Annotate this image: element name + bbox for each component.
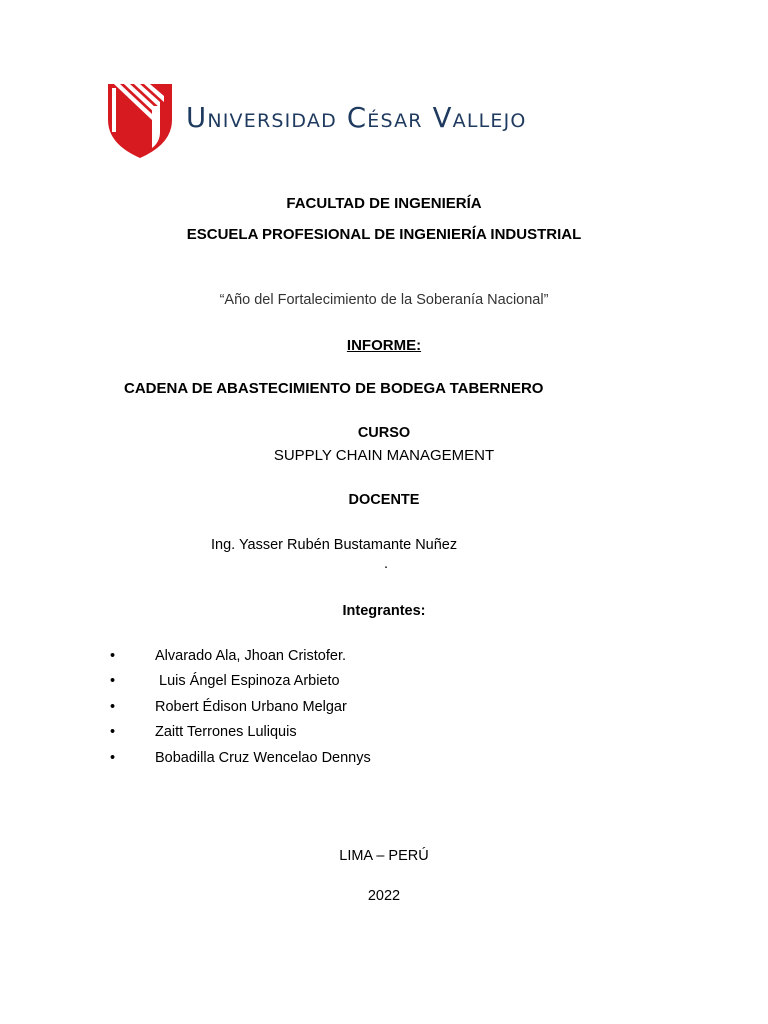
bullet-icon: • [110, 698, 116, 715]
university-logo [108, 84, 578, 160]
course-label: CURSO [357, 425, 411, 441]
course-name: SUPPLY CHAIN MANAGEMENT [273, 447, 495, 464]
bullet-icon: • [110, 724, 116, 741]
member-name: Alvarado Ala, Jhoan Cristofer. [155, 648, 347, 664]
university-name: Universidad César Vallejo [186, 102, 527, 134]
members-label: Integrantes: [342, 603, 426, 619]
report-label: INFORME: [346, 337, 422, 354]
member-name: Zaitt Terrones Luliquis [155, 724, 297, 741]
year: 2022 [367, 888, 401, 904]
report-title: CADENA DE ABASTECIMIENTO DE BODEGA TABERNERO [124, 380, 544, 397]
member-name: Bobadilla Cruz Wencelao Dennys [155, 749, 371, 766]
teacher-label: DOCENTE [348, 492, 420, 508]
member-name: Luis Ángel Espinoza Arbieto [155, 673, 340, 690]
teacher-trailing-dot: . [384, 556, 389, 572]
bullet-icon: • [110, 749, 116, 766]
faculty-heading: FACULTAD DE INGENIERÍA [286, 195, 482, 212]
member-name: Robert Édison Urbano Melgar [155, 698, 347, 715]
bullet-icon: • [110, 673, 116, 690]
bullet-icon: • [110, 648, 116, 664]
city-country: LIMA – PERÚ [339, 848, 429, 864]
university-shield-icon [108, 84, 172, 158]
year-motto: “Año del Fortalecimiento de la Soberanía Nacional” [219, 292, 549, 308]
teacher-name: Ing. Yasser Rubén Bustamante Nuñez [211, 537, 458, 553]
school-heading: ESCUELA PROFESIONAL DE INGENIERÍA INDUSTRIAL [186, 226, 582, 243]
